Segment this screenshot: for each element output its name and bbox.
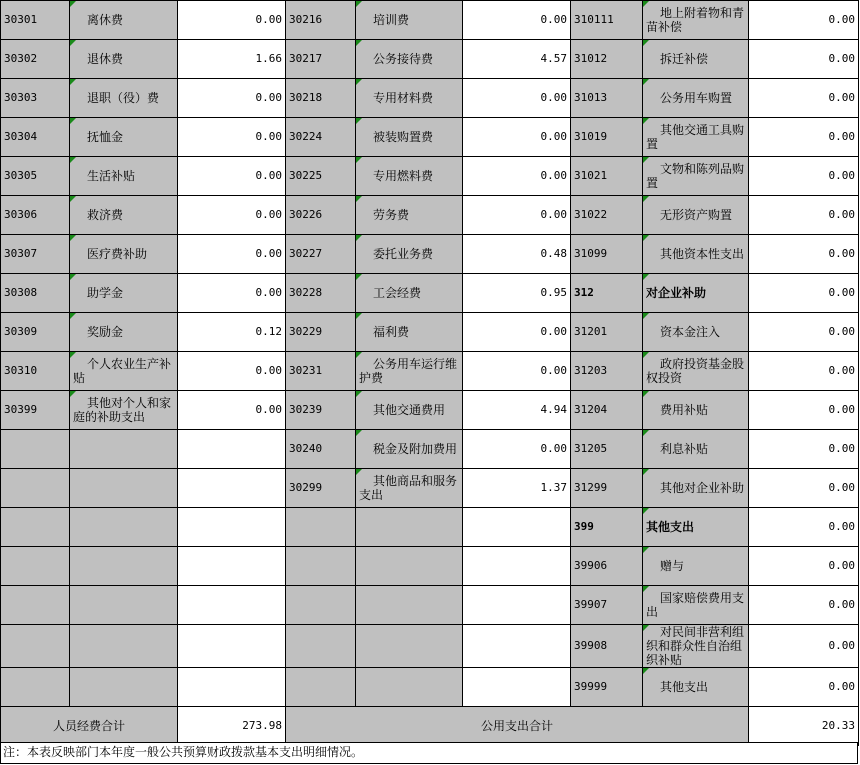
cell-empty — [178, 668, 286, 707]
cell-amount: 0.00 — [463, 313, 571, 352]
cell-item-name — [643, 157, 749, 196]
cell-item-name — [643, 196, 749, 235]
cell-item-name — [643, 586, 749, 625]
footnote: 注：本表反映部门本年度一般公共预算财政拨款基本支出明细情况。 — [0, 742, 858, 764]
cell-code: 30225 — [286, 157, 356, 196]
cell-marker-icon — [643, 118, 649, 124]
cell-code: 39999 — [571, 668, 643, 707]
cell-empty — [1, 668, 70, 707]
cell-marker-icon — [643, 1, 649, 7]
cell-code: 30302 — [1, 40, 70, 79]
table-row — [1, 668, 859, 707]
cell-item-label: 个人农业生产补贴 — [73, 357, 172, 385]
cell-item-label: 离休费 — [87, 13, 124, 27]
cell-item-name — [356, 235, 463, 274]
cell-amount: 0.48 — [463, 235, 571, 274]
cell-item-name — [356, 157, 463, 196]
cell-marker-icon — [356, 118, 362, 124]
cell-item-name — [70, 196, 178, 235]
cell-empty — [463, 508, 571, 547]
table-row — [1, 625, 859, 668]
cell-amount: 0.00 — [749, 1, 859, 40]
cell-marker-icon — [643, 625, 649, 631]
cell-item-name — [356, 274, 463, 313]
cell-item-label: 赠与 — [660, 559, 685, 573]
cell-item-name — [643, 79, 749, 118]
cell-item-label: 公务用车购置 — [660, 91, 733, 105]
cell-item-name — [643, 352, 749, 391]
cell-item-label: 退休费 — [87, 52, 124, 66]
cell-code: 31019 — [571, 118, 643, 157]
cell-item-name — [643, 625, 749, 668]
cell-amount: 0.00 — [749, 79, 859, 118]
cell-item-name — [643, 313, 749, 352]
cell-item-label: 其他资本性支出 — [660, 247, 745, 261]
cell-code: 31012 — [571, 40, 643, 79]
cell-item-name — [643, 1, 749, 40]
cell-empty — [178, 508, 286, 547]
cell-item-name — [70, 391, 178, 430]
cell-item-label: 助学金 — [87, 286, 124, 300]
cell-item-name — [356, 196, 463, 235]
cell-marker-icon — [70, 40, 76, 46]
cell-item-name — [643, 118, 749, 157]
cell-code: 30228 — [286, 274, 356, 313]
cell-amount: 0.00 — [463, 118, 571, 157]
cell-item-name — [70, 40, 178, 79]
cell-code: 30226 — [286, 196, 356, 235]
cell-marker-icon — [356, 157, 362, 163]
cell-code: 30307 — [1, 235, 70, 274]
table-row — [1, 79, 859, 118]
cell-marker-icon — [356, 40, 362, 46]
cell-item-label: 国家赔偿费用支出 — [646, 591, 745, 619]
cell-item-label: 医疗费补助 — [87, 247, 148, 261]
cell-item-name — [643, 235, 749, 274]
cell-amount: 1.66 — [178, 40, 286, 79]
cell-item-name — [70, 313, 178, 352]
cell-amount: 0.00 — [749, 118, 859, 157]
cell-item-name — [643, 430, 749, 469]
cell-item-name — [70, 235, 178, 274]
table-row — [1, 196, 859, 235]
cell-item-name — [70, 79, 178, 118]
table-row — [1, 274, 859, 313]
cell-empty — [286, 508, 356, 547]
cell-marker-icon — [356, 196, 362, 202]
cell-empty — [286, 586, 356, 625]
cell-item-label: 福利费 — [373, 325, 410, 339]
cell-empty — [463, 625, 571, 668]
cell-marker-icon — [356, 469, 362, 475]
cell-code: 310111 — [571, 1, 643, 40]
table-body — [1, 1, 859, 746]
cell-marker-icon — [356, 430, 362, 436]
cell-code: 399 — [571, 508, 643, 547]
cell-item-label: 对企业补助 — [646, 286, 707, 300]
cell-item-label: 拆迁补偿 — [660, 52, 709, 66]
table-row — [1, 313, 859, 352]
cell-empty — [1, 625, 70, 668]
table-row — [1, 586, 859, 625]
cell-item-label: 利息补贴 — [660, 442, 709, 456]
cell-marker-icon — [356, 1, 362, 7]
cell-marker-icon — [643, 508, 649, 514]
cell-empty — [70, 469, 178, 508]
cell-item-name — [356, 40, 463, 79]
table-row — [1, 352, 859, 391]
cell-empty — [286, 625, 356, 668]
cell-marker-icon — [643, 586, 649, 592]
cell-marker-icon — [643, 157, 649, 163]
cell-marker-icon — [643, 235, 649, 241]
table-row — [1, 547, 859, 586]
cell-item-name — [70, 1, 178, 40]
table-row — [1, 40, 859, 79]
cell-amount: 0.00 — [749, 196, 859, 235]
cell-item-label: 劳务费 — [373, 208, 410, 222]
cell-amount: 0.00 — [749, 508, 859, 547]
cell-marker-icon — [643, 391, 649, 397]
cell-code: 30310 — [1, 352, 70, 391]
cell-empty — [178, 547, 286, 586]
cell-amount: 0.00 — [463, 196, 571, 235]
cell-amount: 0.00 — [749, 547, 859, 586]
cell-marker-icon — [643, 274, 649, 280]
cell-item-label: 被装购置费 — [373, 130, 434, 144]
cell-item-name — [643, 274, 749, 313]
cell-item-label: 费用补贴 — [660, 403, 709, 417]
cell-amount: 0.00 — [463, 1, 571, 40]
cell-code: 30303 — [1, 79, 70, 118]
cell-code: 31299 — [571, 469, 643, 508]
cell-marker-icon — [70, 196, 76, 202]
cell-code: 30218 — [286, 79, 356, 118]
table-row — [1, 157, 859, 196]
cell-amount: 0.00 — [178, 1, 286, 40]
cell-marker-icon — [643, 40, 649, 46]
cell-empty — [1, 586, 70, 625]
table-row — [1, 508, 859, 547]
cell-amount: 0.00 — [178, 79, 286, 118]
cell-item-label: 地上附着物和青苗补偿 — [646, 6, 745, 34]
cell-code: 31022 — [571, 196, 643, 235]
cell-code: 30305 — [1, 157, 70, 196]
cell-marker-icon — [356, 352, 362, 358]
cell-code: 30227 — [286, 235, 356, 274]
cell-code: 312 — [571, 274, 643, 313]
cell-empty — [356, 625, 463, 668]
cell-empty — [1, 430, 70, 469]
cell-item-name — [356, 79, 463, 118]
personnel-total-label: 人员经费合计 — [1, 707, 178, 746]
cell-code: 30240 — [286, 430, 356, 469]
cell-empty — [70, 625, 178, 668]
cell-amount: 0.00 — [178, 157, 286, 196]
cell-item-label: 专用材料费 — [373, 91, 434, 105]
cell-item-name — [643, 547, 749, 586]
cell-item-name — [643, 508, 749, 547]
cell-item-label: 税金及附加费用 — [373, 442, 458, 456]
cell-amount: 0.00 — [178, 196, 286, 235]
cell-marker-icon — [70, 79, 76, 85]
cell-code: 30217 — [286, 40, 356, 79]
cell-marker-icon — [70, 274, 76, 280]
cell-amount: 0.00 — [749, 40, 859, 79]
cell-code: 31201 — [571, 313, 643, 352]
public-total-label: 公用支出合计 — [286, 707, 749, 746]
cell-amount: 0.00 — [749, 668, 859, 707]
cell-code: 30224 — [286, 118, 356, 157]
cell-item-name — [70, 352, 178, 391]
cell-amount: 0.00 — [463, 430, 571, 469]
cell-marker-icon — [356, 391, 362, 397]
cell-amount: 1.37 — [463, 469, 571, 508]
table-row — [1, 235, 859, 274]
cell-code: 30229 — [286, 313, 356, 352]
cell-code: 31013 — [571, 79, 643, 118]
cell-item-name — [643, 40, 749, 79]
cell-code: 30239 — [286, 391, 356, 430]
personnel-total-value: 273.98 — [178, 707, 286, 746]
cell-amount: 0.00 — [178, 274, 286, 313]
cell-amount: 0.00 — [178, 391, 286, 430]
cell-code: 31203 — [571, 352, 643, 391]
cell-amount: 0.00 — [749, 391, 859, 430]
cell-marker-icon — [643, 313, 649, 319]
table-row — [1, 118, 859, 157]
cell-item-name — [356, 430, 463, 469]
cell-item-label: 其他支出 — [646, 520, 695, 534]
cell-marker-icon — [643, 469, 649, 475]
cell-item-name — [643, 668, 749, 707]
cell-empty — [286, 668, 356, 707]
cell-empty — [70, 586, 178, 625]
cell-item-label: 专用燃料费 — [373, 169, 434, 183]
cell-amount: 0.00 — [749, 586, 859, 625]
cell-code: 30231 — [286, 352, 356, 391]
cell-code: 30309 — [1, 313, 70, 352]
cell-amount: 0.00 — [463, 79, 571, 118]
cell-empty — [356, 547, 463, 586]
table-row — [1, 430, 859, 469]
cell-marker-icon — [70, 352, 76, 358]
cell-empty — [70, 430, 178, 469]
cell-empty — [70, 668, 178, 707]
cell-item-label: 奖励金 — [87, 325, 124, 339]
cell-code: 31099 — [571, 235, 643, 274]
cell-item-label: 其他交通费用 — [373, 403, 446, 417]
cell-item-name — [643, 469, 749, 508]
cell-empty — [1, 508, 70, 547]
cell-empty — [178, 430, 286, 469]
cell-amount: 4.94 — [463, 391, 571, 430]
cell-code: 30308 — [1, 274, 70, 313]
cell-amount: 0.00 — [749, 274, 859, 313]
cell-item-label: 工会经费 — [373, 286, 422, 300]
cell-item-name — [70, 118, 178, 157]
cell-marker-icon — [70, 391, 76, 397]
cell-amount: 0.00 — [749, 235, 859, 274]
cell-amount: 0.00 — [749, 469, 859, 508]
cell-marker-icon — [70, 118, 76, 124]
cell-empty — [286, 547, 356, 586]
cell-empty — [463, 586, 571, 625]
cell-code: 39907 — [571, 586, 643, 625]
cell-item-label: 退职（役）费 — [87, 91, 160, 105]
table-row — [1, 469, 859, 508]
cell-empty — [356, 668, 463, 707]
cell-code: 30301 — [1, 1, 70, 40]
cell-item-label: 救济费 — [87, 208, 124, 222]
totals-row — [1, 707, 859, 746]
cell-empty — [178, 625, 286, 668]
cell-item-name — [356, 1, 463, 40]
cell-item-label: 资本金注入 — [660, 325, 721, 339]
cell-code: 30399 — [1, 391, 70, 430]
cell-marker-icon — [70, 1, 76, 7]
cell-amount: 0.00 — [463, 352, 571, 391]
cell-marker-icon — [643, 79, 649, 85]
cell-item-label: 其他支出 — [660, 680, 709, 694]
cell-amount: 0.00 — [178, 118, 286, 157]
cell-code: 30304 — [1, 118, 70, 157]
cell-item-label: 对民间非营利组织和群众性自治组织补贴 — [646, 625, 745, 667]
cell-marker-icon — [70, 313, 76, 319]
cell-code: 31021 — [571, 157, 643, 196]
cell-empty — [178, 469, 286, 508]
cell-marker-icon — [70, 157, 76, 163]
cell-amount: 0.00 — [178, 352, 286, 391]
cell-item-name — [356, 469, 463, 508]
cell-amount: 0.95 — [463, 274, 571, 313]
cell-item-name — [356, 118, 463, 157]
cell-item-label: 其他交通工具购置 — [646, 123, 745, 151]
cell-code: 30216 — [286, 1, 356, 40]
cell-marker-icon — [70, 235, 76, 241]
cell-item-label: 其他商品和服务支出 — [359, 474, 458, 502]
cell-marker-icon — [643, 430, 649, 436]
cell-item-label: 其他对个人和家庭的补助支出 — [73, 396, 172, 424]
cell-code: 31204 — [571, 391, 643, 430]
cell-empty — [1, 469, 70, 508]
cell-code: 30306 — [1, 196, 70, 235]
cell-amount: 0.00 — [463, 157, 571, 196]
cell-item-name — [356, 352, 463, 391]
cell-marker-icon — [356, 313, 362, 319]
cell-code: 39908 — [571, 625, 643, 668]
cell-empty — [463, 668, 571, 707]
cell-item-label: 无形资产购置 — [660, 208, 733, 222]
cell-item-label: 公务用车运行维护费 — [359, 357, 458, 385]
cell-empty — [70, 508, 178, 547]
cell-amount: 4.57 — [463, 40, 571, 79]
cell-item-name — [70, 157, 178, 196]
public-total-value: 20.33 — [749, 707, 859, 746]
cell-item-label: 其他对企业补助 — [660, 481, 745, 495]
cell-empty — [178, 586, 286, 625]
cell-empty — [70, 547, 178, 586]
cell-code: 31205 — [571, 430, 643, 469]
cell-marker-icon — [643, 668, 649, 674]
cell-empty — [356, 508, 463, 547]
cell-item-label: 文物和陈列品购置 — [646, 162, 745, 190]
cell-amount: 0.00 — [749, 352, 859, 391]
cell-item-label: 生活补贴 — [87, 169, 136, 183]
cell-item-name — [70, 274, 178, 313]
cell-item-name — [356, 313, 463, 352]
cell-item-label: 抚恤金 — [87, 130, 124, 144]
cell-marker-icon — [643, 547, 649, 553]
cell-item-name — [356, 391, 463, 430]
cell-marker-icon — [356, 79, 362, 85]
cell-amount: 0.00 — [749, 313, 859, 352]
cell-amount: 0.00 — [749, 430, 859, 469]
table-row — [1, 391, 859, 430]
cell-amount: 0.00 — [178, 235, 286, 274]
cell-empty — [1, 547, 70, 586]
cell-item-label: 政府投资基金股权投资 — [646, 357, 745, 385]
cell-amount: 0.00 — [749, 625, 859, 668]
cell-marker-icon — [356, 274, 362, 280]
cell-code: 39906 — [571, 547, 643, 586]
table-row — [1, 1, 859, 40]
cell-item-label: 委托业务费 — [373, 247, 434, 261]
cell-empty — [356, 586, 463, 625]
cell-marker-icon — [643, 352, 649, 358]
cell-item-label: 公务接待费 — [373, 52, 434, 66]
cell-marker-icon — [643, 196, 649, 202]
cell-code: 30299 — [286, 469, 356, 508]
cell-empty — [463, 547, 571, 586]
cell-item-label: 培训费 — [373, 13, 410, 27]
cell-marker-icon — [356, 235, 362, 241]
cell-amount: 0.12 — [178, 313, 286, 352]
cell-item-name — [643, 391, 749, 430]
cell-amount: 0.00 — [749, 157, 859, 196]
